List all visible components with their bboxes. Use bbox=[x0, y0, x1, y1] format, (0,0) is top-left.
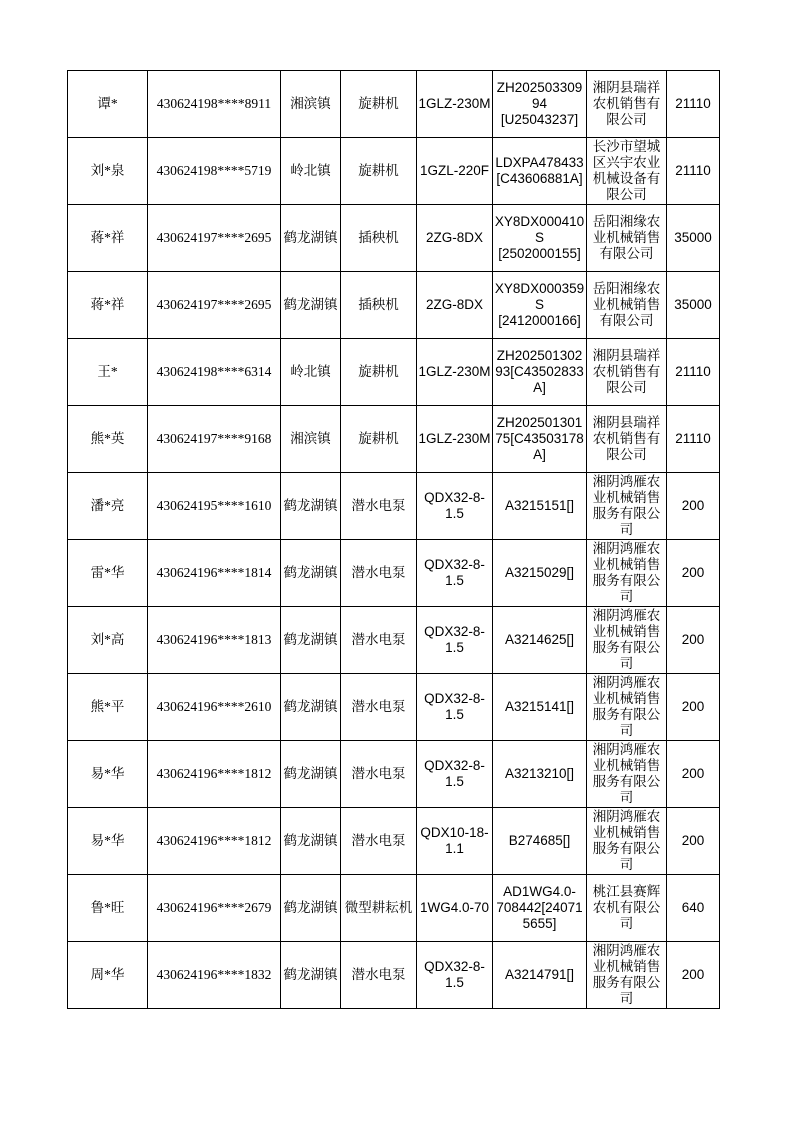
owner-name-cell: 蒋*祥 bbox=[68, 205, 148, 272]
model-cell: 1GLZ-230M bbox=[417, 339, 493, 406]
serial-number-cell: AD1WG4.0-708442[240715655] bbox=[493, 875, 587, 942]
town-cell: 岭北镇 bbox=[281, 138, 341, 205]
owner-name-cell: 周*华 bbox=[68, 942, 148, 1009]
serial-number-cell: A3215151[] bbox=[493, 473, 587, 540]
id-number-cell: 430624196****2679 bbox=[148, 875, 281, 942]
table-row bbox=[68, 607, 720, 674]
town-cell: 鹤龙湖镇 bbox=[281, 607, 341, 674]
id-number-cell: 430624197****2695 bbox=[148, 272, 281, 339]
owner-name-cell: 易*华 bbox=[68, 741, 148, 808]
model-cell: 1GLZ-230M bbox=[417, 71, 493, 138]
owner-name-cell: 雷*华 bbox=[68, 540, 148, 607]
dealer-cell: 岳阳湘缘农业机械销售有限公司 bbox=[587, 205, 667, 272]
table-row bbox=[68, 205, 720, 272]
model-cell: QDX32-8-1.5 bbox=[417, 674, 493, 741]
table-row bbox=[68, 741, 720, 808]
owner-name-cell: 易*华 bbox=[68, 808, 148, 875]
table-row bbox=[68, 138, 720, 205]
dealer-cell: 湘阴鸿雁农业机械销售服务有限公司 bbox=[587, 473, 667, 540]
id-number-cell: 430624198****8911 bbox=[148, 71, 281, 138]
owner-name-cell: 熊*英 bbox=[68, 406, 148, 473]
model-cell: 1GZL-220F bbox=[417, 138, 493, 205]
town-cell: 鹤龙湖镇 bbox=[281, 473, 341, 540]
table-row bbox=[68, 272, 720, 339]
amount-cell: 35000 bbox=[667, 205, 720, 272]
id-number-cell: 430624195****1610 bbox=[148, 473, 281, 540]
model-cell: QDX32-8-1.5 bbox=[417, 540, 493, 607]
table-row bbox=[68, 942, 720, 1009]
amount-cell: 21110 bbox=[667, 339, 720, 406]
amount-cell: 200 bbox=[667, 808, 720, 875]
table-row bbox=[68, 540, 720, 607]
amount-cell: 200 bbox=[667, 674, 720, 741]
dealer-cell: 桃江县赛辉农机有限公司 bbox=[587, 875, 667, 942]
town-cell: 鹤龙湖镇 bbox=[281, 540, 341, 607]
machine-type-cell: 潜水电泵 bbox=[341, 540, 417, 607]
owner-name-cell: 熊*平 bbox=[68, 674, 148, 741]
serial-number-cell: ZH20250130293[C43502833A] bbox=[493, 339, 587, 406]
serial-number-cell: A3214625[] bbox=[493, 607, 587, 674]
town-cell: 湘滨镇 bbox=[281, 71, 341, 138]
owner-name-cell: 王* bbox=[68, 339, 148, 406]
id-number-cell: 430624196****2610 bbox=[148, 674, 281, 741]
town-cell: 鹤龙湖镇 bbox=[281, 674, 341, 741]
model-cell: QDX32-8-1.5 bbox=[417, 942, 493, 1009]
amount-cell: 200 bbox=[667, 540, 720, 607]
dealer-cell: 湘阴鸿雁农业机械销售服务有限公司 bbox=[587, 674, 667, 741]
amount-cell: 200 bbox=[667, 942, 720, 1009]
table-row bbox=[68, 808, 720, 875]
machine-type-cell: 旋耕机 bbox=[341, 138, 417, 205]
owner-name-cell: 谭* bbox=[68, 71, 148, 138]
dealer-cell: 湘阴县瑞祥农机销售有限公司 bbox=[587, 71, 667, 138]
owner-name-cell: 刘*泉 bbox=[68, 138, 148, 205]
id-number-cell: 430624198****6314 bbox=[148, 339, 281, 406]
model-cell: 2ZG-8DX bbox=[417, 272, 493, 339]
machine-type-cell: 插秧机 bbox=[341, 272, 417, 339]
machine-type-cell: 潜水电泵 bbox=[341, 607, 417, 674]
machine-type-cell: 潜水电泵 bbox=[341, 741, 417, 808]
town-cell: 鹤龙湖镇 bbox=[281, 942, 341, 1009]
machine-type-cell: 潜水电泵 bbox=[341, 942, 417, 1009]
table-row bbox=[68, 406, 720, 473]
id-number-cell: 430624196****1813 bbox=[148, 607, 281, 674]
serial-number-cell: A3213210[] bbox=[493, 741, 587, 808]
amount-cell: 21110 bbox=[667, 71, 720, 138]
dealer-cell: 湘阴鸿雁农业机械销售服务有限公司 bbox=[587, 540, 667, 607]
table-row bbox=[68, 875, 720, 942]
dealer-cell: 湘阴县瑞祥农机销售有限公司 bbox=[587, 339, 667, 406]
machine-type-cell: 旋耕机 bbox=[341, 339, 417, 406]
id-number-cell: 430624198****5719 bbox=[148, 138, 281, 205]
town-cell: 鹤龙湖镇 bbox=[281, 272, 341, 339]
amount-cell: 21110 bbox=[667, 406, 720, 473]
serial-number-cell: B274685[] bbox=[493, 808, 587, 875]
machine-type-cell: 微型耕耘机 bbox=[341, 875, 417, 942]
id-number-cell: 430624197****2695 bbox=[148, 205, 281, 272]
town-cell: 鹤龙湖镇 bbox=[281, 808, 341, 875]
machinery-subsidy-table bbox=[67, 70, 720, 1009]
machine-type-cell: 旋耕机 bbox=[341, 71, 417, 138]
serial-number-cell: ZH20250130175[C43503178A] bbox=[493, 406, 587, 473]
model-cell: QDX32-8-1.5 bbox=[417, 607, 493, 674]
machinery-table-body bbox=[68, 71, 720, 1009]
dealer-cell: 湘阴鸿雁农业机械销售服务有限公司 bbox=[587, 808, 667, 875]
town-cell: 鹤龙湖镇 bbox=[281, 741, 341, 808]
machine-type-cell: 潜水电泵 bbox=[341, 473, 417, 540]
dealer-cell: 湘阴县瑞祥农机销售有限公司 bbox=[587, 406, 667, 473]
owner-name-cell: 潘*亮 bbox=[68, 473, 148, 540]
town-cell: 鹤龙湖镇 bbox=[281, 875, 341, 942]
serial-number-cell: XY8DX000410S [2502000155] bbox=[493, 205, 587, 272]
id-number-cell: 430624196****1812 bbox=[148, 808, 281, 875]
machine-type-cell: 潜水电泵 bbox=[341, 808, 417, 875]
table-row bbox=[68, 339, 720, 406]
machine-type-cell: 旋耕机 bbox=[341, 406, 417, 473]
machine-type-cell: 插秧机 bbox=[341, 205, 417, 272]
dealer-cell: 湘阴鸿雁农业机械销售服务有限公司 bbox=[587, 942, 667, 1009]
amount-cell: 640 bbox=[667, 875, 720, 942]
table-row bbox=[68, 473, 720, 540]
amount-cell: 200 bbox=[667, 607, 720, 674]
town-cell: 岭北镇 bbox=[281, 339, 341, 406]
serial-number-cell: A3215029[] bbox=[493, 540, 587, 607]
owner-name-cell: 刘*高 bbox=[68, 607, 148, 674]
dealer-cell: 岳阳湘缘农业机械销售有限公司 bbox=[587, 272, 667, 339]
serial-number-cell: ZH20250330994 [U25043237] bbox=[493, 71, 587, 138]
serial-number-cell: A3215141[] bbox=[493, 674, 587, 741]
model-cell: QDX32-8-1.5 bbox=[417, 473, 493, 540]
dealer-cell: 湘阴鸿雁农业机械销售服务有限公司 bbox=[587, 741, 667, 808]
model-cell: 1GLZ-230M bbox=[417, 406, 493, 473]
amount-cell: 21110 bbox=[667, 138, 720, 205]
owner-name-cell: 鲁*旺 bbox=[68, 875, 148, 942]
serial-number-cell: A3214791[] bbox=[493, 942, 587, 1009]
id-number-cell: 430624196****1814 bbox=[148, 540, 281, 607]
table-row bbox=[68, 674, 720, 741]
model-cell: QDX32-8-1.5 bbox=[417, 741, 493, 808]
amount-cell: 200 bbox=[667, 741, 720, 808]
town-cell: 湘滨镇 bbox=[281, 406, 341, 473]
model-cell: QDX10-18-1.1 bbox=[417, 808, 493, 875]
town-cell: 鹤龙湖镇 bbox=[281, 205, 341, 272]
id-number-cell: 430624196****1832 bbox=[148, 942, 281, 1009]
dealer-cell: 湘阴鸿雁农业机械销售服务有限公司 bbox=[587, 607, 667, 674]
machine-type-cell: 潜水电泵 bbox=[341, 674, 417, 741]
amount-cell: 35000 bbox=[667, 272, 720, 339]
id-number-cell: 430624196****1812 bbox=[148, 741, 281, 808]
model-cell: 1WG4.0-70 bbox=[417, 875, 493, 942]
model-cell: 2ZG-8DX bbox=[417, 205, 493, 272]
dealer-cell: 长沙市望城区兴宇农业机械设备有限公司 bbox=[587, 138, 667, 205]
table-row bbox=[68, 71, 720, 138]
id-number-cell: 430624197****9168 bbox=[148, 406, 281, 473]
serial-number-cell: XY8DX000359S [2412000166] bbox=[493, 272, 587, 339]
serial-number-cell: LDXPA478433 [C43606881A] bbox=[493, 138, 587, 205]
amount-cell: 200 bbox=[667, 473, 720, 540]
owner-name-cell: 蒋*祥 bbox=[68, 272, 148, 339]
